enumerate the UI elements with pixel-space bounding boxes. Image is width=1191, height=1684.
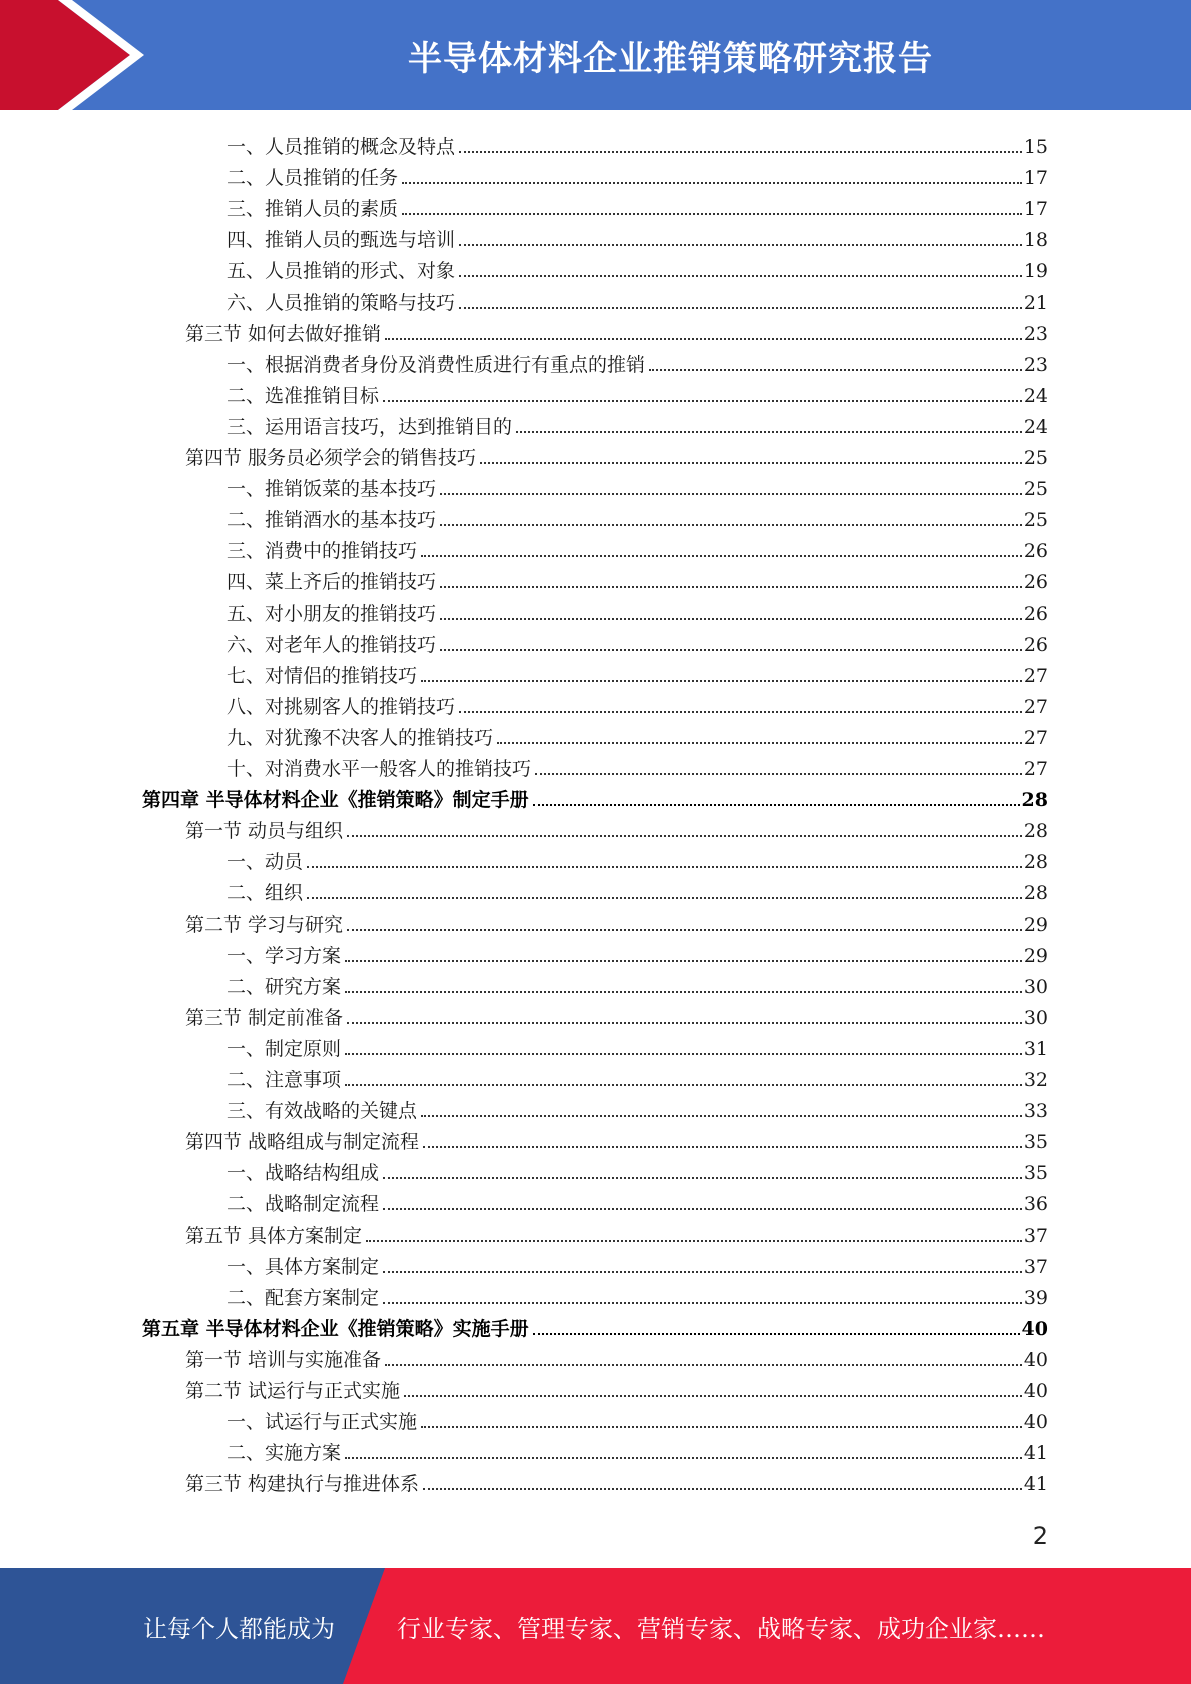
toc-subsection-entry[interactable] [227, 501, 1048, 532]
toc-entry-page: 26 [1023, 540, 1048, 563]
toc-entry-page: 23 [1023, 322, 1048, 345]
toc-section-entry[interactable] [185, 315, 1048, 346]
toc-entry-label: 二、推销酒水的基本技巧 [227, 509, 437, 532]
toc-entry-page: 25 [1023, 447, 1048, 469]
toc-subsection-entry[interactable] [227, 563, 1048, 594]
toc-subsection-entry[interactable] [227, 750, 1048, 781]
toc-entry-page: 40 [1021, 1317, 1048, 1340]
toc-dot-leader [459, 244, 1022, 246]
toc-entry-page: 26 [1023, 633, 1048, 656]
toc-subsection-entry[interactable] [227, 688, 1048, 719]
toc-section-entry[interactable] [185, 906, 1048, 937]
toc-dot-leader [402, 182, 1022, 184]
toc-dot-leader [440, 493, 1022, 495]
toc-subsection-entry[interactable] [227, 968, 1048, 999]
toc-entry-label: 第一节 培训与实施准备 [185, 1348, 382, 1371]
toc-entry-label: 二、研究方案 [227, 975, 342, 998]
toc-subsection-entry[interactable] [227, 284, 1048, 315]
toc-entry-label: 五、人员推销的形式、对象 [227, 260, 456, 283]
toc-dot-leader [440, 524, 1022, 526]
toc-entry-label: 三、有效战略的关键点 [227, 1100, 418, 1123]
toc-entry-page: 35 [1023, 1162, 1048, 1185]
toc-entry-page: 18 [1023, 229, 1048, 252]
toc-dot-leader [345, 960, 1022, 962]
toc-subsection-entry[interactable] [227, 657, 1048, 688]
toc-dot-leader [347, 835, 1022, 837]
toc-entry-label: 六、对老年人的推销技巧 [227, 633, 437, 656]
toc-entry-label: 第二节 试运行与正式实施 [185, 1380, 401, 1402]
toc-subsection-entry[interactable] [227, 1279, 1048, 1310]
toc-subsection-entry[interactable] [227, 1061, 1048, 1092]
toc-entry-label: 第四节 战略组成与制定流程 [185, 1131, 420, 1154]
toc-dot-leader [497, 742, 1022, 744]
toc-section-entry[interactable] [185, 1465, 1048, 1496]
toc-entry-page: 17 [1023, 198, 1048, 221]
toc-entry-label: 一、动员 [227, 851, 304, 874]
toc-entry-label: 二、配套方案制定 [227, 1286, 380, 1309]
toc-entry-page: 27 [1023, 758, 1048, 780]
toc-entry-page: 41 [1023, 1473, 1048, 1496]
toc-subsection-entry[interactable] [227, 408, 1048, 439]
toc-subsection-entry[interactable] [227, 532, 1048, 563]
toc-entry-label: 第三节 制定前准备 [185, 1006, 344, 1029]
toc-section-entry[interactable] [185, 1123, 1048, 1154]
toc-entry-page: 37 [1023, 1224, 1048, 1247]
toc-section-entry[interactable] [185, 999, 1048, 1030]
toc-entry-label: 一、战略结构组成 [227, 1162, 380, 1185]
toc-subsection-entry[interactable] [227, 1248, 1048, 1279]
toc-entry-label: 一、试运行与正式实施 [227, 1411, 418, 1434]
toc-subsection-entry[interactable] [227, 626, 1048, 657]
toc-dot-leader [421, 1426, 1022, 1428]
toc-dot-leader [366, 1240, 1022, 1242]
toc-dot-leader [347, 1022, 1022, 1024]
page-number: 2 [1032, 1522, 1048, 1550]
toc-dot-leader [423, 1146, 1022, 1148]
toc-entry-label: 十、对消费水平一般客人的推销技巧 [227, 758, 532, 780]
toc-entry-label: 四、推销人员的甄选与培训 [227, 229, 456, 252]
toc-entry-label: 九、对犹豫不决客人的推销技巧 [227, 726, 494, 749]
toc-entry-label: 第五章 半导体材料企业《推销策略》实施手册 [142, 1317, 529, 1340]
toc-section-entry[interactable] [185, 439, 1048, 470]
toc-entry-page: 21 [1023, 291, 1048, 314]
toc-entry-label: 第四节 服务员必须学会的销售技巧 [185, 447, 477, 469]
toc-entry-label: 五、对小朋友的推销技巧 [227, 602, 437, 625]
toc-entry-page: 39 [1023, 1286, 1048, 1309]
toc-entry-page: 37 [1023, 1255, 1048, 1278]
toc-entry-page: 26 [1023, 602, 1048, 625]
toc-subsection-entry[interactable] [227, 595, 1048, 626]
toc-chapter-entry[interactable] [142, 781, 1048, 812]
toc-subsection-entry[interactable] [227, 1403, 1048, 1434]
toc-entry-label: 第四章 半导体材料企业《推销策略》制定手册 [142, 789, 529, 812]
toc-entry-label: 八、对挑剔客人的推销技巧 [227, 695, 456, 718]
toc-dot-leader [402, 213, 1022, 215]
toc-entry-label: 第三节 构建执行与推进体系 [185, 1473, 420, 1496]
toc-entry-label: 六、人员推销的策略与技巧 [227, 291, 456, 314]
toc-entry-label: 一、制定原则 [227, 1037, 342, 1060]
toc-dot-leader [345, 1084, 1022, 1086]
toc-entry-page: 19 [1023, 260, 1048, 283]
toc-entry-page: 28 [1021, 789, 1048, 812]
toc-entry-label: 一、推销饭菜的基本技巧 [227, 478, 437, 501]
toc-subsection-entry[interactable] [227, 1434, 1048, 1465]
toc-dot-leader [383, 1271, 1022, 1273]
toc-entry-page: 29 [1023, 944, 1048, 967]
toc-entry-label: 二、实施方案 [227, 1442, 342, 1465]
toc-dot-leader [345, 1457, 1022, 1459]
toc-dot-leader [440, 618, 1022, 620]
toc-section-entry[interactable] [185, 1341, 1048, 1372]
toc-entry-page: 17 [1023, 167, 1048, 190]
toc-entry-page: 28 [1023, 851, 1048, 874]
toc-dot-leader [345, 1053, 1022, 1055]
toc-entry-label: 第五节 具体方案制定 [185, 1224, 363, 1247]
toc-entry-page: 29 [1023, 913, 1048, 936]
toc-dot-leader [421, 555, 1022, 557]
toc-entry-page: 24 [1023, 384, 1048, 407]
toc-dot-leader [649, 369, 1022, 371]
toc-entry-label: 二、战略制定流程 [227, 1193, 380, 1216]
toc-entry-label: 二、人员推销的任务 [227, 167, 399, 190]
toc-subsection-entry[interactable] [227, 1185, 1048, 1216]
toc-entry-page: 23 [1023, 353, 1048, 376]
toc-entry-page: 36 [1023, 1193, 1048, 1216]
toc-entry-label: 一、学习方案 [227, 944, 342, 967]
toc-subsection-entry[interactable] [227, 190, 1048, 221]
toc-subsection-entry[interactable] [227, 159, 1048, 190]
toc-entry-page: 40 [1023, 1411, 1048, 1434]
toc-entry-label: 四、菜上齐后的推销技巧 [227, 571, 437, 594]
toc-entry-page: 33 [1023, 1100, 1048, 1123]
toc-entry-label: 一、具体方案制定 [227, 1255, 380, 1278]
toc-entry-page: 28 [1023, 820, 1048, 843]
toc-dot-leader [385, 338, 1022, 340]
toc-entry-label: 二、组织 [227, 882, 304, 905]
toc-entry-label: 三、推销人员的素质 [227, 198, 399, 221]
toc-dot-leader [440, 586, 1022, 588]
toc-subsection-entry[interactable] [227, 252, 1048, 283]
toc-entry-page: 35 [1023, 1131, 1048, 1154]
toc-dot-leader [423, 1488, 1022, 1490]
toc-dot-leader [459, 711, 1022, 713]
toc-entry-page: 27 [1023, 695, 1048, 718]
toc-subsection-entry[interactable] [227, 221, 1048, 252]
toc-entry-page: 25 [1023, 509, 1048, 532]
toc-entry-label: 七、对情侣的推销技巧 [227, 664, 418, 687]
toc-entry-page: 26 [1023, 571, 1048, 594]
toc-dot-leader [385, 1364, 1022, 1366]
toc-entry-label: 第三节 如何去做好推销 [185, 322, 382, 345]
toc-section-entry[interactable] [185, 1217, 1048, 1248]
toc-dot-leader [383, 1177, 1022, 1179]
toc-section-entry[interactable] [185, 1372, 1048, 1403]
toc-entry-page: 32 [1023, 1069, 1048, 1091]
toc-entry-label: 三、消费中的推销技巧 [227, 540, 418, 563]
toc-entry-page: 25 [1023, 478, 1048, 501]
toc-dot-leader [345, 991, 1022, 993]
toc-subsection-entry[interactable] [227, 1154, 1048, 1185]
toc-dot-leader [533, 804, 1020, 806]
page-header [0, 0, 1191, 110]
toc-dot-leader [421, 1115, 1022, 1117]
toc-entry-page: 31 [1023, 1037, 1048, 1060]
toc-subsection-entry[interactable] [227, 937, 1048, 968]
document-title: 半导体材料企业推销策略研究报告 [408, 38, 933, 79]
toc-dot-leader [383, 1208, 1022, 1210]
toc-entry-label: 一、人员推销的概念及特点 [227, 136, 456, 158]
toc-dot-leader [347, 929, 1022, 931]
toc-subsection-entry[interactable] [227, 346, 1048, 377]
toc-entry-page: 40 [1023, 1380, 1048, 1402]
header-arrow-decoration [0, 0, 160, 110]
toc-dot-leader [480, 462, 1022, 464]
toc-entry-page: 27 [1023, 664, 1048, 687]
toc-dot-leader [440, 649, 1022, 651]
footer-slogan-right: 行业专家、管理专家、营销专家、战略专家、成功企业家…… [397, 1614, 1045, 1643]
toc-subsection-entry[interactable] [227, 1092, 1048, 1123]
toc-dot-leader [459, 307, 1022, 309]
toc-entry-page: 30 [1023, 975, 1048, 998]
toc-entry-page: 28 [1023, 882, 1048, 905]
toc-subsection-entry[interactable] [227, 470, 1048, 501]
toc-subsection-entry[interactable] [227, 128, 1048, 159]
toc-subsection-entry[interactable] [227, 377, 1048, 408]
page-footer [0, 1568, 1191, 1684]
footer-slogan-left: 让每个人都能成为 [143, 1614, 335, 1643]
toc-dot-leader [535, 773, 1022, 775]
toc-chapter-entry[interactable] [142, 1310, 1048, 1341]
toc-dot-leader [533, 1333, 1020, 1335]
toc-dot-leader [383, 1302, 1022, 1304]
toc-entry-label: 一、根据消费者身份及消费性质进行有重点的推销 [227, 353, 646, 376]
toc-entry-label: 三、运用语言技巧，达到推销目的 [227, 415, 513, 438]
toc-entry-page: 30 [1023, 1006, 1048, 1029]
toc-dot-leader [459, 275, 1022, 277]
toc-entry-page: 27 [1023, 726, 1048, 749]
toc-dot-leader [421, 680, 1022, 682]
toc-entry-page: 15 [1023, 136, 1048, 158]
toc-entry-label: 二、注意事项 [227, 1069, 342, 1091]
header-red-chevron [0, 0, 130, 110]
toc-entry-page: 40 [1023, 1348, 1048, 1371]
toc-entry-page: 24 [1023, 415, 1048, 438]
toc-subsection-entry[interactable] [227, 874, 1048, 905]
toc-entry-label: 二、选准推销目标 [227, 384, 380, 407]
toc-entry-label: 第一节 动员与组织 [185, 820, 344, 843]
toc-subsection-entry[interactable] [227, 1030, 1048, 1061]
toc-dot-leader [459, 151, 1022, 153]
toc-entry-label: 第二节 学习与研究 [185, 913, 344, 936]
toc-dot-leader [307, 866, 1022, 868]
toc-section-entry[interactable] [185, 812, 1048, 843]
toc-subsection-entry[interactable] [227, 719, 1048, 750]
toc-subsection-entry[interactable] [227, 843, 1048, 874]
toc-dot-leader [307, 897, 1022, 899]
toc-dot-leader [404, 1395, 1022, 1397]
toc-entry-page: 41 [1023, 1442, 1048, 1465]
toc-dot-leader [516, 431, 1022, 433]
toc-dot-leader [383, 400, 1022, 402]
